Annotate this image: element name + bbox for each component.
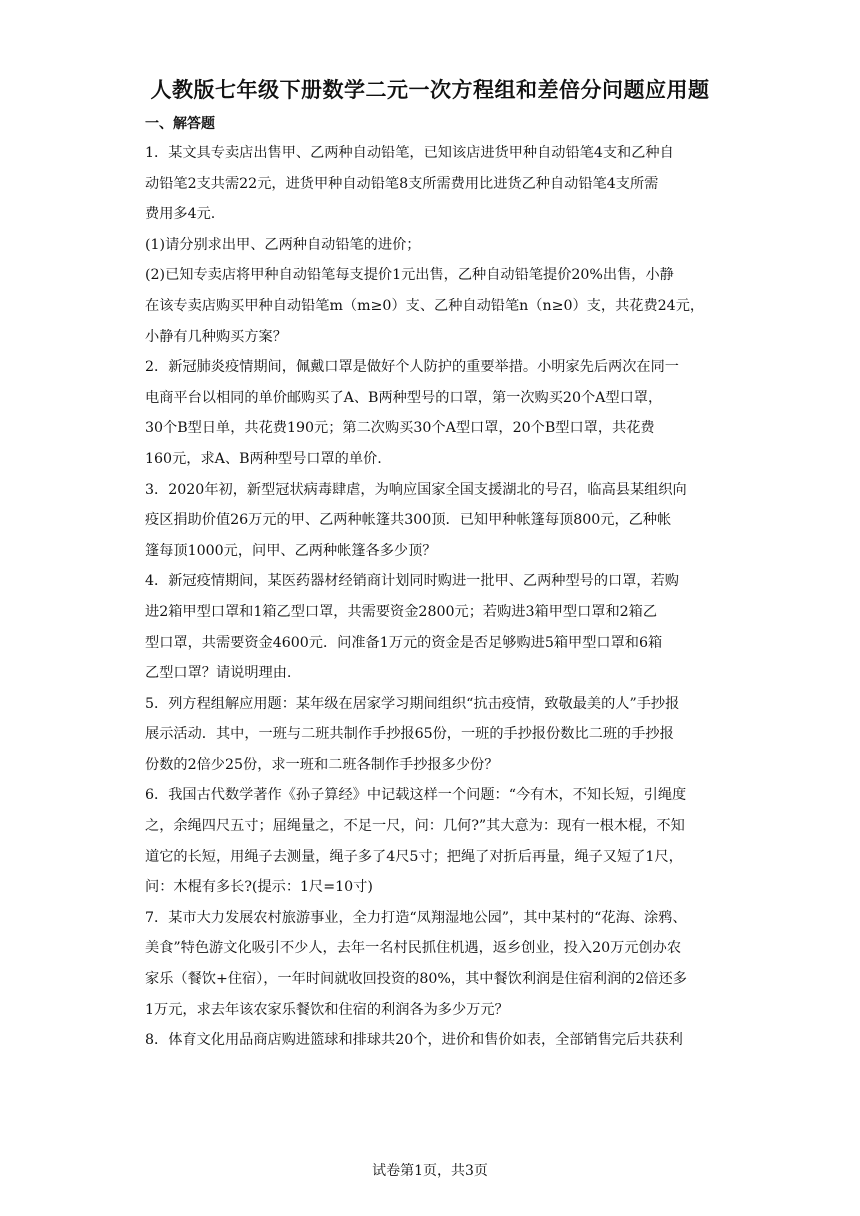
text-line: 费用多4元. — [145, 206, 216, 223]
text-line: 2．新冠肺炎疫情期间，佩戴口罩是做好个人防护的重要举措。小明家先后两次在同一 — [145, 359, 679, 376]
question-body — [145, 138, 717, 1056]
text-line: 1万元，求去年该农家乐餐饮和住宿的利润各为多少万元？ — [145, 1001, 509, 1018]
text-line: 份数的2倍少25份，求一班和二班各制作手抄报多少份？ — [145, 756, 499, 773]
text-line: 4．新冠疫情期间，某医药器材经销商计划同时购进一批甲、乙两种型号的口罩，若购 — [145, 573, 679, 590]
text-line: 动铅笔2支共需22元，进货甲种自动铅笔8支所需费用比进货乙种自动铅笔4支所需 — [145, 175, 659, 192]
text-line: 1．某文具专卖店出售甲、乙两种自动铅笔，已知该店进货甲种自动铅笔4支和乙种自 — [145, 145, 674, 161]
text-line: 6．我国古代数学著作《孙子算经》中记载这样一个问题：“今有木，不知长短，引绳度 — [145, 787, 687, 804]
text-line: 道它的长短，用绳子去测量，绳子多了4尺5寸；把绳了对折后再量，绳子又短了1尺， — [145, 848, 683, 865]
text-line: 展示活动．其中，一班与二班共制作手抄报65份，一班的手抄报份数比二班的手抄报 — [145, 726, 674, 743]
text-line: 篷每顶1000元，问甲、乙两种帐篷各多少顶？ — [145, 542, 437, 559]
text-line: 5．列方程组解应用题：某年级在居家学习期间组织“抗击疫情，致敬最美的人”手抄报 — [145, 695, 680, 712]
text-line: 美食”特色游文化吸引不少人，去年一名村民抓住机遇，返乡创业，投入20万元创办农 — [145, 940, 682, 957]
text-line: 30个B型日单，共花费190元；第二次购买30个A型口罩，20个B型口罩，共花费 — [145, 420, 655, 437]
text-line: 家乐（餐饮+住宿），一年时间就收回投资的80%，其中餐饮利润是住宿利润的2倍还多 — [145, 971, 687, 988]
text-line: 问：木棍有多长?(提示：1尺=10寸) — [145, 879, 373, 896]
text-line: 进2箱甲型口罩和1箱乙型口罩，共需要资金2800元；若购进3箱甲型口罩和2箱乙 — [145, 603, 658, 620]
page-footer: 试卷第1页，共3页 — [372, 1163, 488, 1179]
text-line: (1)请分别求出甲、乙两种自动铅笔的进价； — [145, 236, 421, 253]
text-line: 电商平台以相同的单价邮购买了A、B两种型号的口罩，第一次购买20个A型口罩， — [145, 389, 663, 406]
text-line: 7．某市大力发展农村旅游事业，全力打造“凤翔湿地公园”，其中某村的“花海、涂鸦、 — [145, 909, 687, 926]
text-line: 之，余绳四尺五寸；屈绳量之，不足一尺，问：几何?”其大意为：现有一根木棍，不知 — [145, 818, 685, 835]
text-line: 160元，求A、B两种型号口罩的单价. — [145, 450, 382, 467]
text-line: 在该专卖店购买甲种自动铅笔m（m≥0）支、乙种自动铅笔n（n≥0）支，共花费24元， — [145, 297, 705, 314]
text-line: 型口罩，共需要资金4600元．问准备1万元的资金是否足够购进5箱甲型口罩和6箱 — [145, 634, 663, 651]
text-line: 乙型口罩？请说明理由. — [145, 665, 292, 682]
page-title: 人教版七年级下册数学二元一次方程组和差倍分问题应用题 — [150, 78, 710, 102]
text-line: 3．2020年初，新型冠状病毒肆虐，为响应国家全国支援湖北的号召，临高县某组织向 — [145, 481, 687, 498]
text-line: 小静有几种购买方案？ — [145, 328, 287, 345]
text-line: 8．体育文化用品商店购进篮球和排球共20个，进价和售价如表，全部销售完后共获利 — [145, 1032, 683, 1049]
text-line: 疫区捐助价值26万元的甲、乙两种帐篷共300顶．已知甲种帐篷每顶800元，乙种帐 — [145, 512, 672, 529]
text-line: (2)已知专卖店将甲种自动铅笔每支提价1元出售，乙种自动铅笔提价20%出售，小静 — [145, 267, 674, 284]
section-heading: 一、解答题 — [145, 116, 215, 132]
